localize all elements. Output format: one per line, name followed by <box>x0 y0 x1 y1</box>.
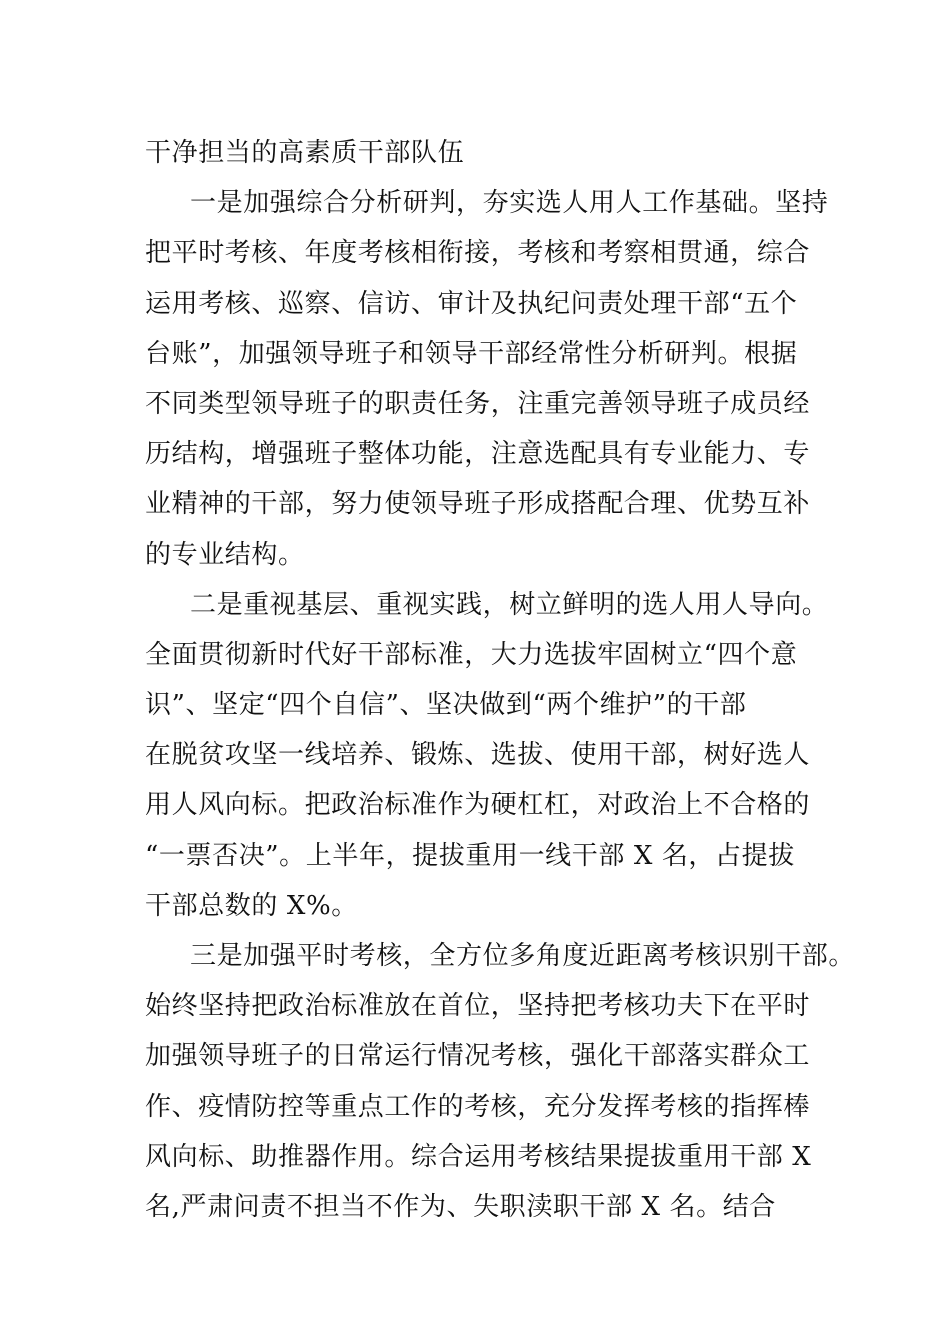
text-line: 全面贯彻新时代好干部标准，大力选拔牢固树立“四个意 <box>145 639 798 670</box>
text-line: 在脱贫攻坚一线培养、锻炼、选拔、使用干部，树好选人 <box>145 740 811 771</box>
text-line: 作、疫情防控等重点工作的考核，充分发挥考核的指挥棒 <box>145 1091 811 1122</box>
text-line: 名,严肃问责不担当不作为、失职渎职干部 X 名。结合 <box>145 1191 776 1222</box>
text-line: 台账”，加强领导班子和领导干部经常性分析研判。根据 <box>145 338 798 369</box>
text-line: 把平时考核、年度考核相衔接，考核和考察相贯通，综合 <box>145 238 811 269</box>
text-line: 风向标、助推器作用。综合运用考核结果提拔重用干部 X <box>145 1141 812 1172</box>
text-line: 一是加强综合分析研判，夯实选人用人工作基础。坚持 <box>190 188 829 219</box>
text-line: 识”、坚定“四个自信”、坚决做到“两个维护”的干部 <box>145 690 747 721</box>
text-line: 干部总数的 X%。 <box>145 890 358 921</box>
text-line: 始终坚持把政治标准放在首位，坚持把考核功夫下在平时 <box>145 991 811 1022</box>
text-line: 运用考核、巡察、信访、审计及执纪问责处理干部“五个 <box>145 288 798 319</box>
text-line: 业精神的干部，努力使领导班子形成搭配合理、优势互补 <box>145 489 811 520</box>
text-line: 用人风向标。把政治标准作为硬杠杠，对政治上不合格的 <box>145 790 811 821</box>
text-line: 的专业结构。 <box>145 539 305 570</box>
document-body <box>145 128 856 1232</box>
text-line: 加强领导班子的日常运行情况考核，强化干部落实群众工 <box>145 1041 811 1072</box>
text-line: 三是加强平时考核，全方位多角度近距离考核识别干部。 <box>190 941 856 971</box>
text-line: “一票否决”。上半年，提拔重用一线干部 X 名，占提拔 <box>145 840 795 871</box>
text-line: 二是重视基层、重视实践，树立鲜明的选人用人导向。 <box>190 589 829 620</box>
text-line: 干净担当的高素质干部队伍 <box>145 138 465 168</box>
text-line: 历结构，增强班子整体功能，注意选配具有专业能力、专 <box>145 439 811 470</box>
text-line: 不同类型领导班子的职责任务，注重完善领导班子成员经 <box>145 388 811 419</box>
